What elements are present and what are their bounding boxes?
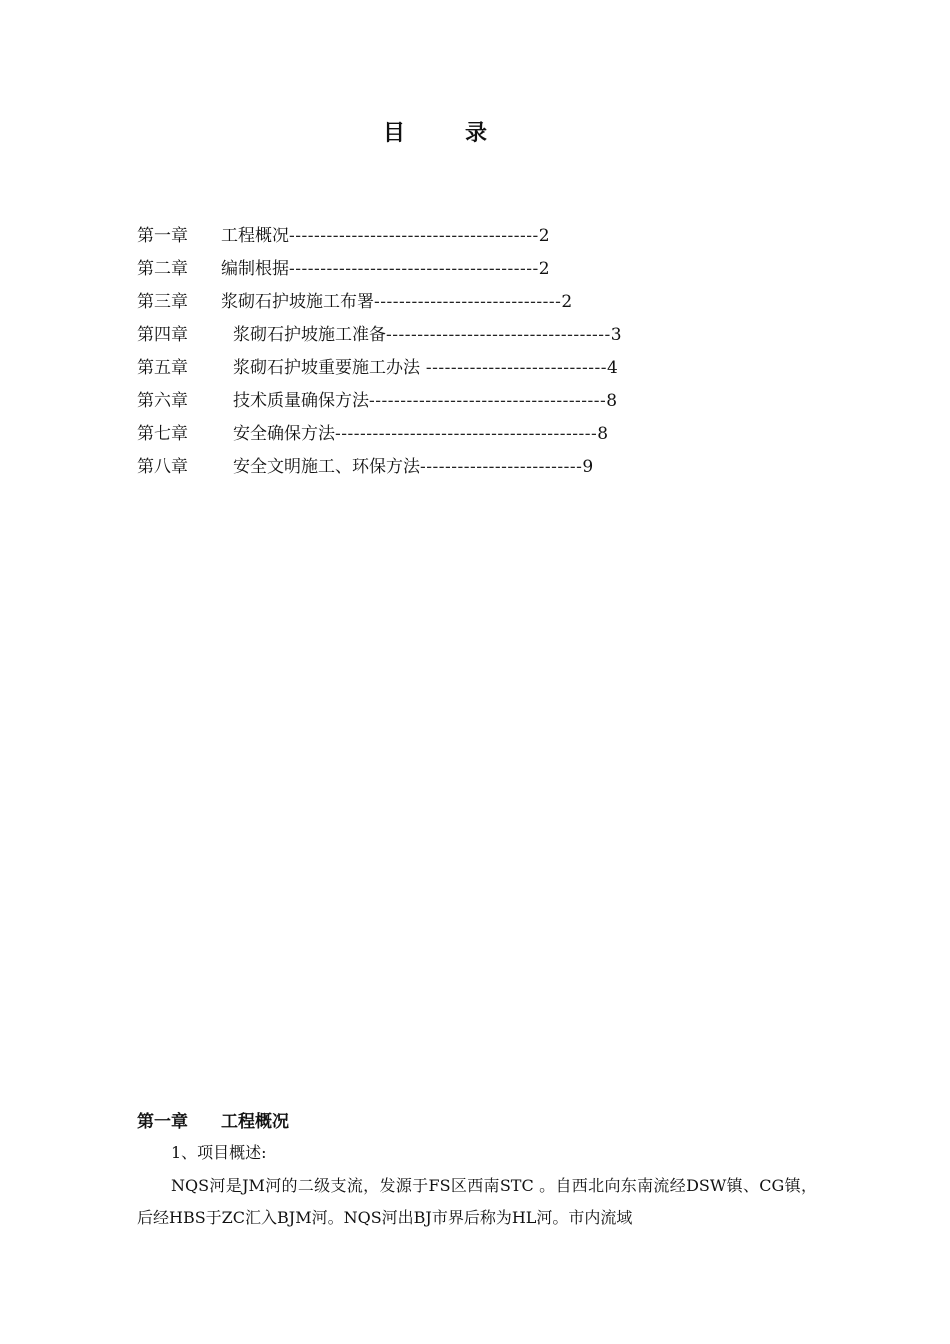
toc-entry[interactable] [137,453,817,486]
toc-leader: ------------------------------ [374,292,562,312]
section-subheading: 1、项目概述: [171,1143,267,1162]
toc-chapter: 第二章 [137,259,188,279]
toc-chapter: 第四章 [137,325,188,345]
toc-entry[interactable] [137,288,817,321]
toc-chapter: 第一章 [137,226,188,246]
section-paragraph: NQS河是JM河的二级支流，发源于FS区西南STC 。自西北向东南流经DSW镇、CG镇，后经HBS于ZC汇入BJM河。NQS河出BJ市界后称为HL河。市内流域 [137,1176,817,1227]
toc-entry[interactable] [137,255,817,288]
toc-chapter: 第八章 [137,457,188,477]
toc-entry[interactable] [137,321,817,354]
section-title: 工程概况 [221,1112,289,1132]
toc-page-number: 2 [538,226,550,246]
toc-title-right: 录 [465,120,488,146]
toc-entry-title: 工程概况 [221,226,289,246]
table-of-contents [137,222,817,486]
toc-entry-title: 浆砌石护坡重要施工办法 [233,358,420,378]
toc-entry-title: 安全确保方法 [233,424,335,444]
toc-entry-title: 技术质量确保方法 [233,391,369,411]
toc-page-number: 4 [606,358,618,378]
toc-chapter: 第六章 [137,391,188,411]
toc-title-left: 目 [382,120,405,146]
toc-entry-title: 安全文明施工、环保方法 [233,457,420,477]
toc-leader: ---------------------------------------- [289,259,539,279]
toc-entry-title: 浆砌石护坡施工准备 [233,325,386,345]
toc-entry-title: 编制根据 [221,259,289,279]
toc-leader: ----------------------------- [420,358,607,378]
toc-chapter: 第三章 [137,292,188,312]
toc-page-number: 2 [561,292,573,312]
section-chapter: 第一章 [137,1112,188,1132]
toc-entry[interactable] [137,354,817,387]
toc-title [0,116,870,147]
toc-page-number: 9 [582,457,594,477]
toc-chapter: 第五章 [137,358,188,378]
toc-page-number: 3 [610,325,622,345]
toc-leader: ------------------------------------------ [335,424,598,444]
toc-leader: ------------------------------------ [386,325,611,345]
toc-leader: ---------------------------------------- [289,226,539,246]
chapter-one-section [137,1108,817,1234]
toc-entry[interactable] [137,387,817,420]
toc-page-number: 8 [597,424,609,444]
toc-entry[interactable] [137,222,817,255]
toc-chapter: 第七章 [137,424,188,444]
toc-page-number: 2 [538,259,550,279]
toc-leader: -------------------------- [420,457,583,477]
toc-entry[interactable] [137,420,817,453]
toc-entry-title: 浆砌石护坡施工布署 [221,292,374,312]
toc-page-number: 8 [606,391,618,411]
toc-leader: -------------------------------------- [369,391,607,411]
section-heading [137,1108,817,1138]
